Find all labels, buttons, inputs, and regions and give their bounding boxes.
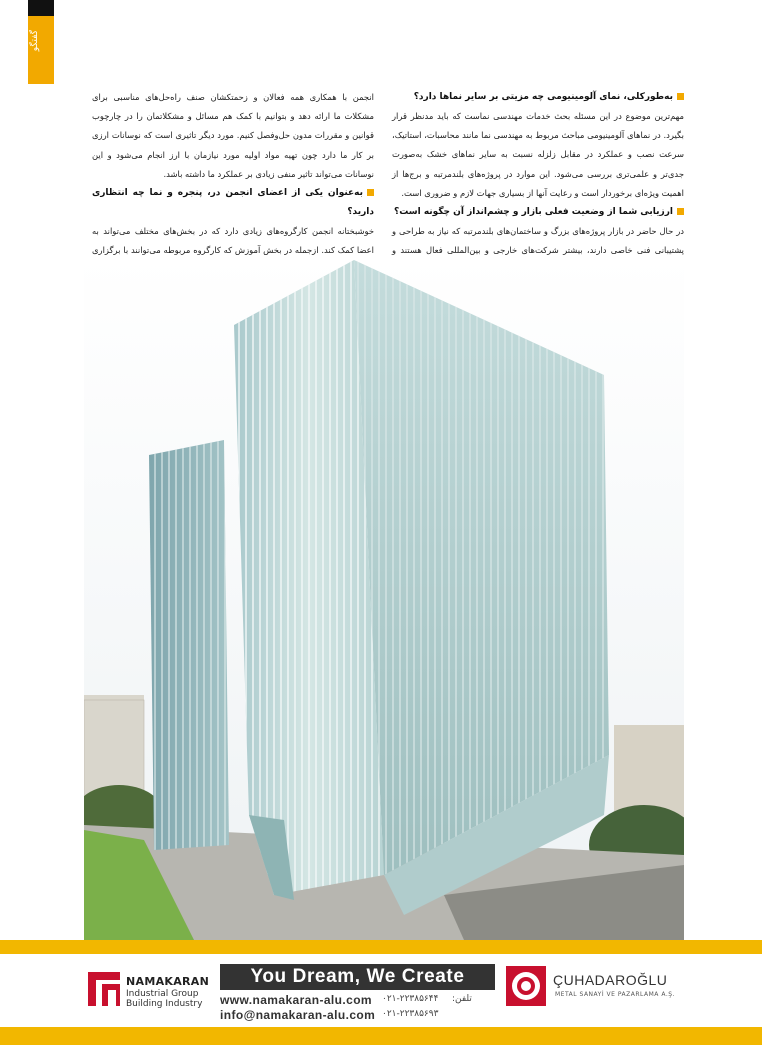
question-4: به‌عنوان یکی از اعضای انجمن در، پنجره و نما چه انتظاری دارید؟ [92, 188, 374, 218]
building-photo [84, 255, 684, 940]
cuhadaroglu-logo-icon [505, 965, 547, 1007]
phone-number-1: ۰۲۱-۲۲۳۸۵۶۴۴ [382, 994, 439, 1004]
section-tab-label: گفتگو [30, 30, 40, 52]
brand-name: NAMAKARAN [126, 975, 210, 988]
section-tab [28, 0, 54, 84]
partner-name: ÇUHADAROĞLU [553, 972, 668, 988]
question-1: به‌طورکلی، نمای آلومینیومی چه مزیتی بر سایر نماها دارد؟ [392, 88, 684, 107]
phone-number-2: ۰۲۱-۲۲۳۸۵۶۹۳ [382, 1009, 439, 1019]
namakaran-logo-icon [86, 966, 122, 1010]
answer-2: در حال حاضر در بازار پروژه‌های بزرگ و ساختمان‌های بلندمرتبه که نیاز به طراحی و پشتیبانی فنی خاصی دارند، بیشتر شرکت‌های خارجی و بین‌المللی فعال هستند و [392, 226, 684, 256]
slogan-banner: You Dream, We Create [220, 964, 495, 990]
email-link[interactable]: info@namakaran-alu.com [220, 1008, 376, 1022]
phone-label: تلفن: [452, 994, 472, 1004]
section-tab-top [28, 0, 54, 16]
question-2: ارزیابی شما از وضعیت فعلی بازار و چشم‌انداز آن چگونه است؟ [392, 203, 684, 222]
footer-accent-strip [0, 940, 762, 954]
bullet-square-icon [677, 208, 684, 215]
paragraph-continued: انجمن با همکاری همه فعالان و زحمتکشان صنف راه‌حل‌های مناسبی برای مشکلات ما ارائه دهد و بتوانیم با کمک هم مسائل و مشکلاتمان را در چارچوب قوانین و مقررات مدون حل‌وفصل کنیم. مورد دیگر تاثیری است که نوسانات ارزی بر کار ما دارد چون تهیه مواد اولیه مورد نیازمان با ارز انجام می‌شود و این نوسانات می‌تواند تاثیر منفی زیادی بر عملکرد ما داشته باشد. [92, 92, 374, 179]
brand-subtitle: Industrial Group Building Industry [126, 989, 203, 1009]
partner-subtitle: METAL SANAYİ VE PAZARLAMA A.Ş. [555, 991, 675, 998]
answer-1: مهم‌ترین موضوع در این مسئله بحث خدمات مهندسی نماست که باید مدنظر قرار بگیرد. در نماهای آلومینیومی مباحث مربوط به مهندسی نما مانند محاسبات، استاتیک، سرعت نصب و عملکرد در مقابل زلزله نسبت به سایر نماهای خشک به‌صورت جدی‌تر و علمی‌تری بررسی می‌شود. این موارد در پروژه‌های بلندمرتبه و برج‌ها از اهمیت ویژه‌ای برخوردار است و رعایت آنها از بسیاری جهات لازم و ضروری است. [392, 111, 684, 198]
answer-4: خوشبختانه انجمن کارگروه‌های زیادی دارد که در بخش‌های مختلف می‌تواند به اعضا کمک کند. ازجمله در بخش آموزش که کارگروه مربوطه می‌توانند با برگزاری [92, 226, 374, 256]
bullet-square-icon [367, 189, 374, 196]
footer-bottom-strip [0, 1027, 762, 1045]
bullet-square-icon [677, 93, 684, 100]
website-link[interactable]: www.namakaran-alu.com [220, 993, 373, 1007]
